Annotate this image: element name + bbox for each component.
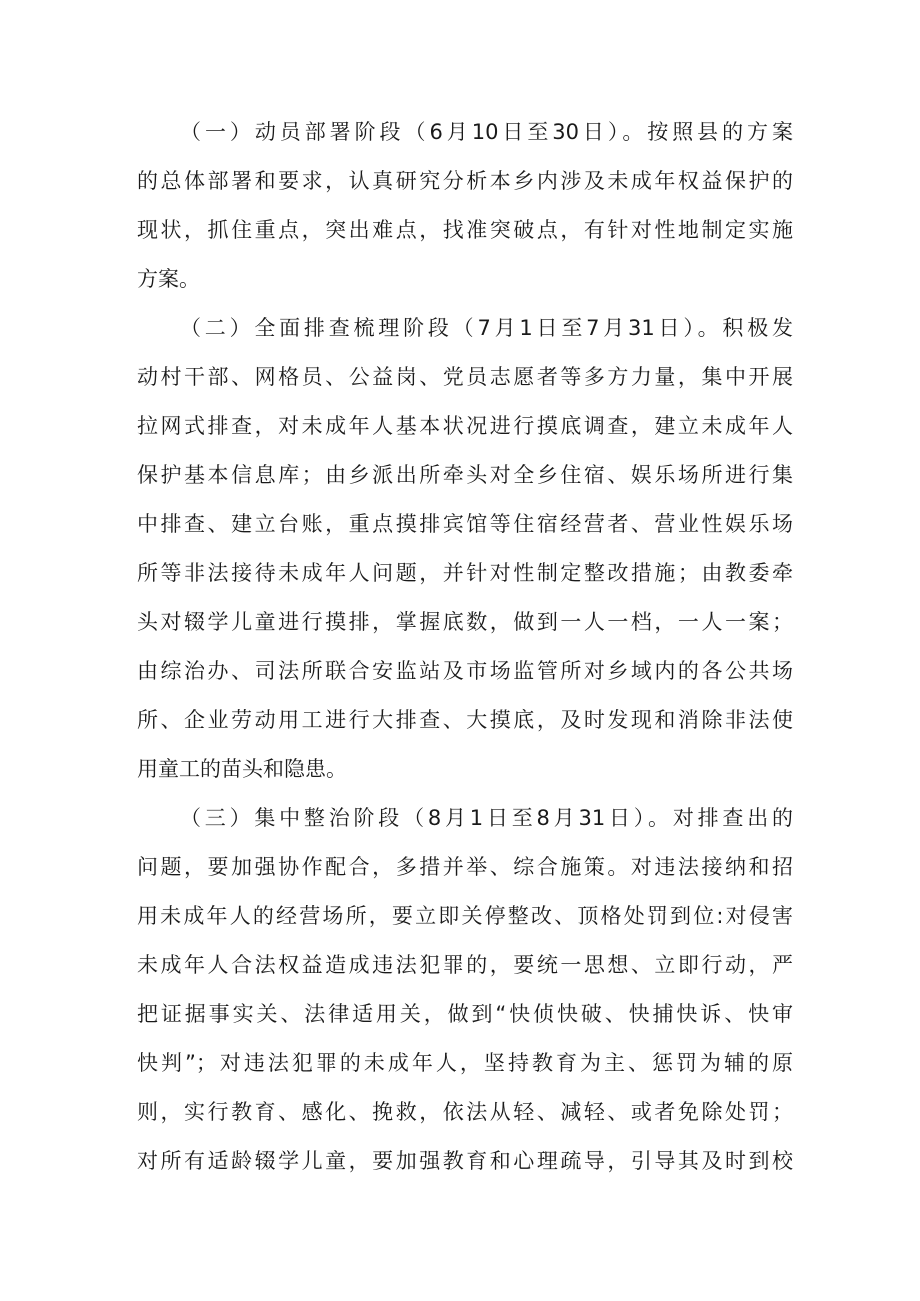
paragraph-3-line-6: 快判”；对违法犯罪的未成年人，坚持教育为主、惩罚为辅的原 <box>137 1051 793 1075</box>
paragraph-3-line-7: 则，实行教育、感化、挽救，依法从轻、减轻、或者免除处罚； <box>137 1100 793 1124</box>
paragraph-2-line-5: 中排查、建立台账，重点摸排宾馆等住宿经营者、营业性娱乐场 <box>137 512 793 536</box>
paragraph-2-line-4: 保护基本信息库；由乡派出所牵头对全乡住宿、娱乐场所进行集 <box>137 463 793 487</box>
paragraph-3-line-2: 问题，要加强协作配合，多措并举、综合施策。对违法接纳和招 <box>137 855 793 879</box>
paragraph-2-line-2: 动村干部、网格员、公益岗、党员志愿者等多方力量，集中开展 <box>137 365 793 389</box>
paragraph-2-line-6: 所等非法接待未成年人问题，并针对性制定整改措施；由教委牵 <box>137 561 793 585</box>
paragraph-3-line-1: （三）集中整治阶段（8月1日至8月31日）。对排查出的 <box>180 806 793 830</box>
paragraph-1-line-3: 现状，抓住重点，突出难点，找准突破点，有针对性地制定实施 <box>137 218 793 242</box>
paragraph-3-line-3: 用未成年人的经营场所，要立即关停整改、顶格处罚到位:对侵害 <box>137 904 793 928</box>
paragraph-2-line-8: 由综治办、司法所联合安监站及市场监管所对乡域内的各公共场 <box>137 659 793 683</box>
paragraph-1-line-4: 方案。 <box>137 267 200 291</box>
paragraph-2-line-7: 头对辍学儿童进行摸排，掌握底数，做到一人一档，一人一案； <box>137 610 793 634</box>
paragraph-1-line-2: 的总体部署和要求，认真研究分析本乡内涉及未成年权益保护的 <box>137 169 793 193</box>
paragraph-2-line-10: 用童工的苗头和隐患。 <box>137 757 347 781</box>
paragraph-3-line-5: 把证据事实关、法律适用关，做到“快侦快破、快捕快诉、快审 <box>137 1002 793 1026</box>
paragraph-2-line-9: 所、企业劳动用工进行大排查、大摸底，及时发现和消除非法使 <box>137 708 793 732</box>
paragraph-2-line-3: 拉网式排查，对未成年人基本状况进行摸底调查，建立未成年人 <box>137 414 793 438</box>
paragraph-1-line-1: （一）动员部署阶段（6月10日至30日）。按照县的方案 <box>180 120 793 144</box>
paragraph-2-line-1: （二）全面排查梳理阶段（7月1日至7月31日）。积极发 <box>180 316 793 340</box>
paragraph-3-line-4: 未成年人合法权益造成违法犯罪的，要统一思想、立即行动，严 <box>137 953 793 977</box>
paragraph-3-line-8: 对所有适龄辍学儿童，要加强教育和心理疏导，引导其及时到校 <box>137 1149 793 1173</box>
